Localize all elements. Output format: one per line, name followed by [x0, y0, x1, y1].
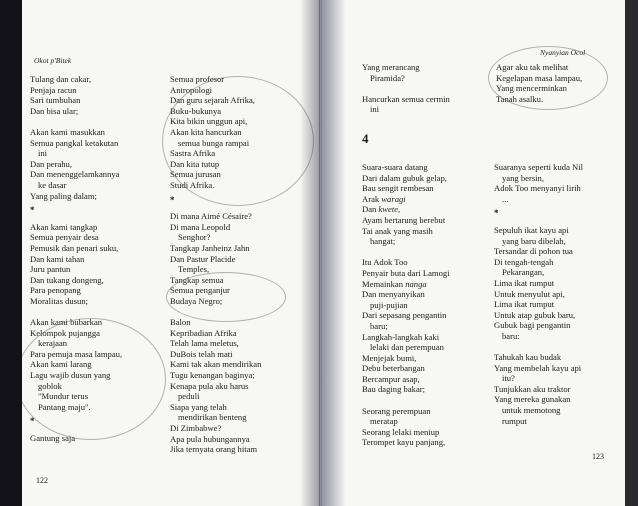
right-book-edge: [625, 0, 638, 506]
poem-line: ini: [38, 148, 48, 159]
poem-line: Dari dalam gubuk gelap,: [362, 172, 447, 183]
poem-line: rumput: [502, 415, 527, 426]
right-running-head: Nyanyian Ocol: [540, 48, 586, 57]
poem-line: Dan menyanyikan: [362, 289, 425, 300]
poem-line: Dan guru sejarah Afrika,: [170, 95, 255, 106]
poem-line: Jika ternyata orang hitam: [170, 444, 258, 455]
poem-line: Pemusik dan penari suku,: [30, 242, 119, 253]
section-number: 4: [362, 131, 369, 146]
left-page-number: 122: [36, 476, 48, 485]
poem-line: Dan kita tutup: [170, 158, 220, 169]
poem-line: Di Zimbabwe?: [170, 423, 222, 433]
poem-line: Langkah-langkah kaki: [362, 331, 440, 342]
poem-line: untuk memotong: [502, 405, 561, 416]
poem-line: Seorang lelaki meniup: [362, 426, 440, 437]
poem-line: ...: [502, 193, 509, 204]
poem-line: Tangkap Janheinz Jahn: [170, 242, 250, 253]
poem-line: Ayam bertarung berebut: [362, 214, 446, 225]
pencil-circle-annotation: [166, 272, 286, 322]
right-page-number: 123: [592, 452, 604, 461]
poem-line: Yang mereka gunakan: [494, 394, 571, 405]
poem-line: meratap: [370, 416, 398, 427]
poem-line: Bercampur asap,: [362, 373, 420, 384]
pencil-circle-annotation: [22, 318, 166, 440]
poem-line: goblok: [38, 380, 62, 391]
poem-line: Kita bikin unggun api,: [170, 116, 248, 127]
poem-line: Moralitas dusun;: [30, 295, 89, 306]
poem-line: Para penopang: [30, 285, 81, 296]
poem-line: Seorang perempuan: [362, 405, 431, 416]
poem-line: Di mana Aimé Césaire?: [170, 211, 252, 222]
poem-line: Kenapa pula aku harus: [170, 380, 249, 391]
poem-line: Debu beterbangan: [362, 363, 425, 374]
poem-line: Yang paling dalam;: [30, 190, 97, 201]
poem-line: Tangkap semua: [170, 274, 224, 285]
poem-line: Kegelapan masa lampau,: [496, 72, 583, 83]
poem-line: baru;: [370, 320, 388, 331]
poem-line: Lima ikat rumput: [494, 299, 555, 310]
poem-line: mendirikan benteng: [178, 412, 247, 423]
poem-line: Tanah asalku.: [496, 93, 544, 104]
poem-line: Akan kita hancurkan: [170, 126, 242, 137]
poem-line: yang bersin,: [502, 172, 545, 183]
stanza-gap: [30, 306, 122, 317]
poem-line: Temples,: [178, 264, 210, 275]
poem-line: Di mana Leopold: [170, 221, 231, 232]
section-divider-star: *: [30, 205, 35, 216]
poem-line: Menjejak bumi,: [362, 352, 417, 363]
poem-line: Akan kami bubarkan: [30, 317, 103, 328]
poem-line: Balon: [170, 317, 191, 328]
poem-line: Sari tumbuhan: [30, 95, 81, 106]
poem-line: Dan tukang dongeng,: [30, 274, 104, 285]
section-divider-star: *: [30, 416, 35, 427]
poem-line: Yang merancang: [362, 62, 420, 72]
poem-line: Yang membelah kayu api: [494, 362, 582, 373]
poem-line: Dan kwete,: [362, 204, 401, 215]
poem-line: yang baru dibelah,: [502, 235, 566, 246]
stanza-gap: [362, 247, 450, 258]
poem-line: Akan kami tangkap: [30, 221, 98, 232]
poem-line: Bau sengit rembesan: [362, 183, 434, 194]
poem-line: Tugu kenangan baginya;: [170, 370, 255, 381]
poem-line: Agar aku tak melihat: [496, 62, 569, 72]
poem-line: Tahukah kau budak: [494, 352, 562, 363]
poem-line: Apa pula hubungannya: [170, 433, 250, 444]
poem-line: Piramida?: [370, 72, 405, 83]
poem-line: Tulang dan cakar,: [30, 74, 92, 84]
poem-line: DuBois telah mati: [170, 348, 233, 359]
poem-line: Lagu wajib dusun yang: [30, 370, 111, 381]
poem-line: Telah lama meletus,: [170, 338, 239, 349]
poem-line: Suara-suara datang: [362, 162, 428, 172]
poem-line: Kepribadian Afrika: [170, 327, 237, 338]
left-book-edge: [0, 0, 22, 506]
poem-line: Akan kami masukkan: [30, 126, 105, 137]
poem-line: Budaya Negro;: [170, 295, 223, 306]
poem-line: Suaranya seperti kuda Nil: [494, 162, 584, 172]
gutter-shadow: [300, 0, 322, 506]
right-column-1-top: [362, 62, 450, 115]
poem-line: Dan perahu,: [30, 158, 72, 169]
poem-line: Yang mencerminkan: [496, 83, 567, 94]
poem-line: Sepuluh ikat kayu api: [494, 224, 569, 235]
poem-line: Semua pangkal ketakutan: [30, 137, 119, 148]
section-divider-star: *: [494, 208, 499, 219]
poem-line: hangat;: [370, 236, 396, 247]
poem-line: Semua jurusan: [170, 169, 221, 180]
pencil-circle-annotation: [488, 46, 608, 110]
poem-line: Semua profesor: [170, 74, 225, 84]
poem-line: Terompet kayu panjang,: [362, 437, 446, 448]
poem-line: Di tengah-tengah: [494, 256, 554, 267]
poem-line: kerajaan: [38, 338, 68, 349]
poem-line: Arak waragi: [362, 193, 406, 204]
poem-line: Siapa yang telah: [170, 401, 227, 412]
poem-line: Tersandar di pohon tua: [494, 246, 573, 257]
poem-line: ini: [370, 104, 380, 115]
poem-line: Gubuk bagi pengantin: [494, 320, 571, 331]
poem-line: puji-pujian: [370, 299, 408, 310]
right-column-2: [494, 162, 583, 426]
left-page: [22, 0, 320, 506]
poem-line: ke dasar: [38, 179, 67, 190]
poem-line: Juru pantun: [30, 264, 71, 275]
right-page: [322, 0, 625, 506]
stanza-gap: [30, 116, 122, 127]
poem-line: lelaki dan perempuan: [370, 342, 444, 353]
poem-line: Senghor?: [178, 232, 211, 243]
poem-line: Untuk menyulut api,: [494, 288, 565, 299]
poem-line: "Mundur terus: [38, 391, 89, 402]
poem-line: Kami tak akan mendirikan: [170, 359, 262, 370]
poem-line: baru:: [502, 330, 520, 341]
poem-line: Pantang maju".: [38, 401, 91, 412]
poem-line: Untuk atap gubuk baru,: [494, 309, 576, 320]
poem-line: Dan Pastur Placide: [170, 253, 236, 264]
poem-line: Semua penyair desa: [30, 232, 99, 243]
poem-line: Semua penganjur: [170, 285, 230, 296]
poem-line: Dari sepasang pengantin: [362, 310, 447, 321]
gutter-shadow: [322, 0, 346, 506]
poem-line: Para pemuja masa lampau,: [30, 348, 123, 359]
poem-line: Dan bisa ular;: [30, 105, 79, 116]
poem-line: Gantung saja: [30, 433, 76, 443]
poem-line: Buku-bukunya: [170, 105, 222, 116]
poem-line: itu?: [502, 373, 515, 384]
right-column-1: [362, 162, 450, 448]
poem-line: Antropologi: [170, 84, 213, 95]
stanza-gap: [362, 83, 450, 94]
poem-line: Memainkan nanga: [362, 278, 427, 289]
poem-line: Penyair buta dari Lamogi: [362, 267, 450, 278]
poem-line: peduli: [178, 391, 200, 402]
poem-line: Studi Afrika.: [170, 179, 215, 190]
poem-line: Tunjukkan aku traktor: [494, 383, 571, 394]
pencil-circle-annotation: [162, 76, 314, 206]
poem-line: Itu Adok Too: [362, 257, 408, 268]
poem-line: Tai anak yang masih: [362, 225, 433, 236]
section-number-wrap: [362, 130, 369, 151]
poem-line: Hancurkan semua cermin: [362, 93, 450, 104]
poem-line: Kelompok pujangga: [30, 327, 100, 338]
poem-line: Bau daging bakar;: [362, 384, 426, 395]
poem-line: semua bunga rampai: [178, 137, 250, 148]
stanza-gap: [494, 342, 583, 353]
poem-line: Sastra Afrika: [170, 148, 216, 159]
poem-line: Dan kami tahan: [30, 253, 85, 264]
poem-line: Penjaja racun: [30, 84, 77, 95]
poem-line: Dan menenggelamkannya: [30, 169, 120, 180]
poem-line: Adok Too menyanyi lirih: [494, 183, 581, 194]
poem-line: Lima ikat rumput: [494, 277, 555, 288]
poem-line: Akan kami larang: [30, 359, 92, 370]
stanza-gap: [362, 395, 450, 406]
section-divider-star: *: [170, 194, 175, 205]
left-running-head: Okot p'Bitek: [34, 56, 72, 65]
poem-line: Pekarangan,: [502, 267, 545, 278]
